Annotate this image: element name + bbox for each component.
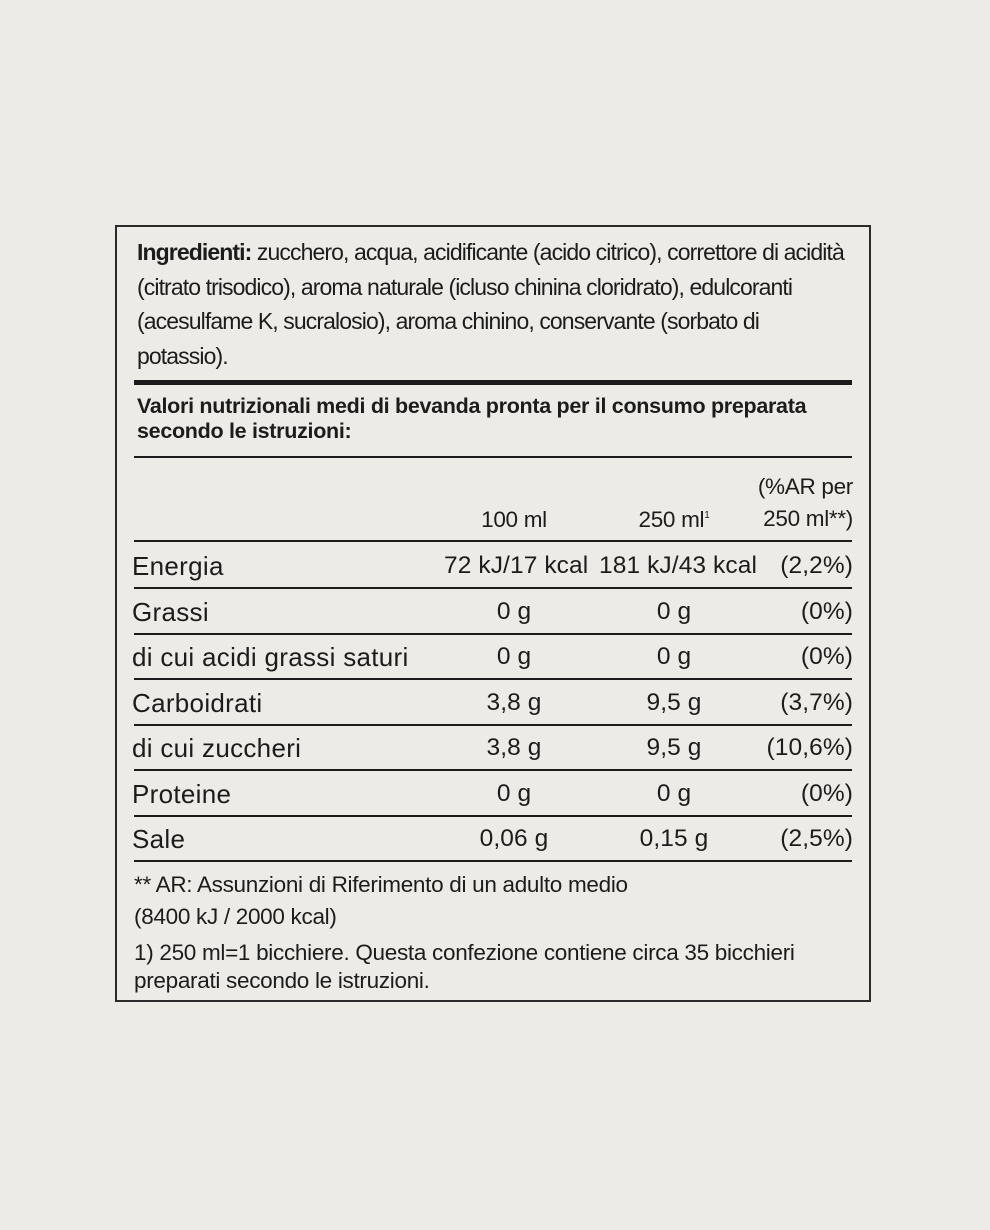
footnote-ar: ** AR: Assunzioni di Riferimento di un adulto medio (8400 kJ / 2000 kcal) xyxy=(134,872,628,929)
divider-thick xyxy=(134,380,852,385)
table-row xyxy=(117,590,869,634)
col-header-250ml: 250 $ml^1$ xyxy=(638,507,710,532)
table-row xyxy=(117,772,869,816)
row-divider xyxy=(134,860,852,862)
value-100ml: 0 g xyxy=(496,643,532,670)
value-ar: (2,2%) xyxy=(780,552,853,579)
value-250ml: 0,15 g xyxy=(639,825,709,852)
value-ar: (0%) xyxy=(800,779,853,807)
value-ar: (10,6%) xyxy=(766,734,853,761)
nutrient-name: Energia xyxy=(132,551,224,581)
value-ar: (0%) xyxy=(800,597,853,625)
nutrition-title: Valori nutrizionali medi di bevanda pronta per il consumo preparata secondo le istruzioni: xyxy=(137,394,807,443)
value-250ml: 0 g xyxy=(656,643,692,670)
value-250ml: 0 g xyxy=(656,597,692,625)
value-ar: (0%) xyxy=(800,643,853,670)
value-ar: (3,7%) xyxy=(780,688,853,716)
nutrient-name: Sale xyxy=(132,824,186,854)
nutrient-name: Carboidrati xyxy=(132,687,263,718)
value-250ml: 9,5 g xyxy=(646,688,702,716)
value-100ml: 3,8 g xyxy=(486,688,542,716)
value-250ml: 9,5 g xyxy=(646,734,702,761)
footnote-marker: 1 xyxy=(704,510,710,521)
value-100ml: 72 kJ/17 kcal xyxy=(444,552,589,579)
value-250ml: 181 kJ/43 kcal xyxy=(599,552,758,579)
table-row xyxy=(117,544,869,588)
value-100ml: 0 g xyxy=(496,597,532,625)
table-row xyxy=(117,726,869,770)
divider xyxy=(134,456,852,458)
col-header-ar: (%AR per 250 ml**) xyxy=(757,474,853,531)
divider xyxy=(134,540,852,542)
nutrient-name: di cui acidi grassi saturi xyxy=(132,642,409,672)
footnote-serving: 1) 250 ml=1 bicchiere. Questa confezione contiene circa 35 bicchieri preparati secondo le istruzioni. xyxy=(134,940,795,993)
value-100ml: 3,8 g xyxy=(486,734,542,761)
table-row xyxy=(117,681,869,725)
nutrient-name: Proteine xyxy=(132,778,232,809)
table-row xyxy=(117,817,869,861)
ingredients-text xyxy=(137,235,852,373)
nutrient-name: di cui zuccheri xyxy=(132,733,302,763)
nutrient-name: Grassi xyxy=(132,596,209,627)
ingredients-label: Ingredienti: xyxy=(137,239,252,265)
value-100ml: 0 g xyxy=(496,779,532,807)
col-header-100ml: 100 ml xyxy=(481,507,547,532)
value-250ml: 0 g xyxy=(656,779,692,807)
value-100ml: 0,06 g xyxy=(479,825,549,852)
table-row xyxy=(117,635,869,679)
nutrition-label xyxy=(115,225,871,1002)
ingredients-list: zucchero, acqua, acidificante (acido citrico), correttore di acidità (citrato trisodico), aroma naturale (icluso chinina cloridrato), edulcoranti (acesulfame K, sucralosio), aroma chinino, conservante (sorbato di potassio). xyxy=(137,239,844,369)
value-ar: (2,5%) xyxy=(780,825,853,852)
